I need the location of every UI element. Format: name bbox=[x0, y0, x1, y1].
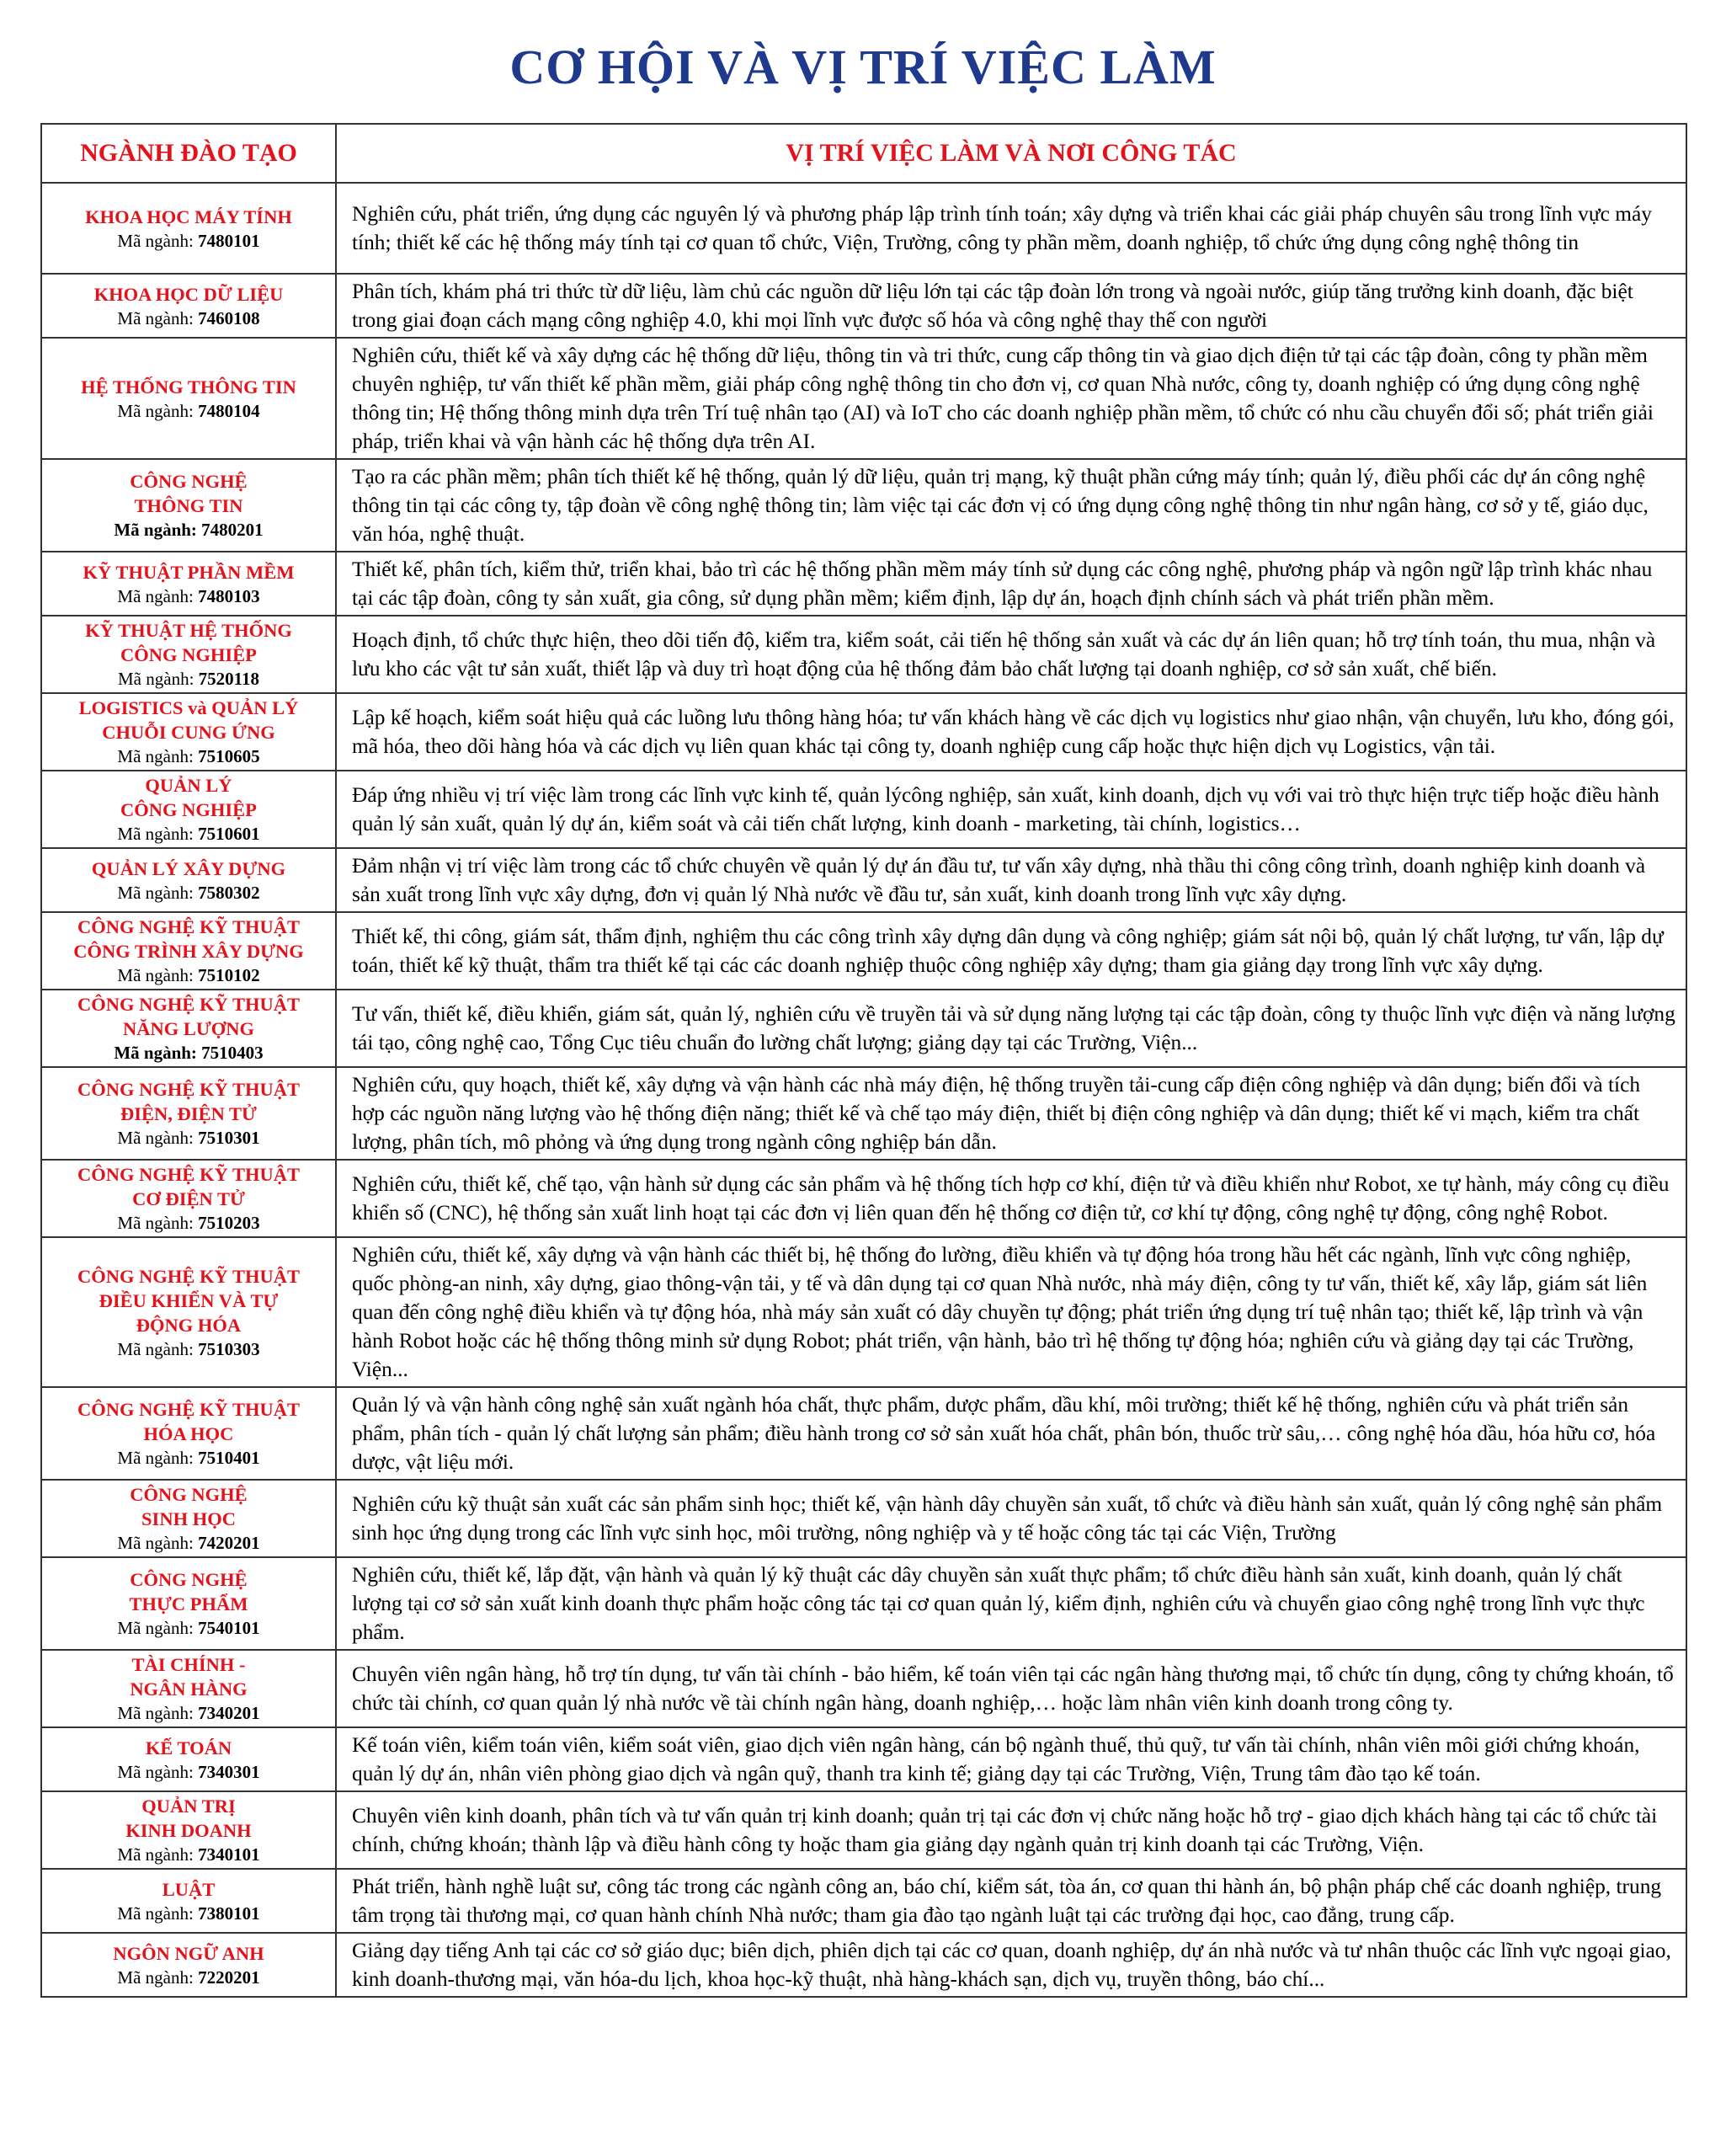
table-row bbox=[41, 616, 1686, 693]
major-cell bbox=[41, 1650, 336, 1727]
job-description: Nghiên cứu, thiết kế, lắp đặt, vận hành và quản lý kỹ thuật các dây chuyền sản xuất thực phẩm; tổ chức điều hành sản xuất, kinh doanh, quản lý chất lượng tại cơ sở sản xuất kinh doanh thực phẩm hoặc công tác tại cơ quan quản lý, kiểm định, nghiên cứu và chuyển giao công nghệ trong lĩnh vực thực phẩm. bbox=[336, 1557, 1686, 1650]
table-row bbox=[41, 274, 1686, 338]
major-code bbox=[47, 1701, 330, 1725]
major-code-label: Mã ngành: bbox=[117, 585, 199, 606]
major-name: KỸ THUẬT PHẦN MỀM bbox=[83, 561, 295, 583]
major-code bbox=[47, 1211, 330, 1235]
job-description: Nghiên cứu, thiết kế và xây dựng các hệ thống dữ liệu, thông tin và tri thức, cung cấp thông tin và giao dịch điện tử tại các tập đoàn, công ty phần mềm chuyên nghiệp, tư vấn thiết kế phần mềm, giải pháp công nghệ thông tin cho đơn vị, cơ quan Nhà nước, công ty, doanh nghiệp có ứng dụng công nghệ thông tin; Hệ thống thông minh dựa trên Trí tuệ nhân tạo (AI) và IoT cho các doanh nghiệp phần mềm, tổ chức có nhu cầu chuyển đổi số; phát triển giải pháp, triển khai và vận hành các hệ thống dựa trên AI. bbox=[336, 338, 1686, 459]
table-row bbox=[41, 990, 1686, 1067]
page-title: CƠ HỘI VÀ VỊ TRÍ VIỆC LÀM bbox=[509, 40, 1217, 94]
table-row bbox=[41, 459, 1686, 552]
major-name: CÔNG NGHỆ KỸ THUẬT ĐIỆN, ĐIỆN TỬ bbox=[77, 1079, 300, 1124]
major-cell bbox=[41, 771, 336, 848]
table-row bbox=[41, 183, 1686, 274]
major-code-number: 7340201 bbox=[198, 1703, 260, 1723]
major-code-number: 7460108 bbox=[198, 307, 260, 328]
major-cell bbox=[41, 1557, 336, 1650]
major-code-label: Mã ngành: bbox=[117, 1903, 199, 1924]
major-code-number: 7510203 bbox=[198, 1213, 260, 1233]
major-cell bbox=[41, 274, 336, 338]
major-code-label: Mã ngành: bbox=[117, 1844, 199, 1865]
table-row bbox=[41, 338, 1686, 459]
major-cell bbox=[41, 1160, 336, 1237]
major-cell bbox=[41, 1869, 336, 1933]
major-code-number: 7540101 bbox=[198, 1618, 260, 1638]
table-row bbox=[41, 693, 1686, 771]
major-code bbox=[47, 1902, 330, 1925]
major-name: CÔNG NGHỆ KỸ THUẬT NĂNG LƯỢNG bbox=[77, 994, 300, 1039]
major-code-number: 7480103 bbox=[198, 585, 260, 606]
major-name: CÔNG NGHỆ THỰC PHẨM bbox=[129, 1569, 248, 1614]
major-code bbox=[47, 1966, 330, 1989]
major-cell bbox=[41, 338, 336, 459]
major-code-label: Mã ngành: bbox=[117, 1448, 199, 1468]
job-description: Chuyên viên kinh doanh, phân tích và tư vấn quản trị kinh doanh; quản trị tại các đơn vị chức năng hoặc hỗ trợ - giao dịch khách hàng tại các tổ chức tài chính, chứng khoán; thành lập và điều hành công ty hoặc tham gia giảng dạy ngành quản trị kinh doanh tại các Trường, Viện. bbox=[336, 1791, 1686, 1869]
table-header-row bbox=[41, 124, 1686, 183]
major-name: LUẬT bbox=[162, 1878, 216, 1900]
table-row bbox=[41, 552, 1686, 616]
job-description: Nghiên cứu kỹ thuật sản xuất các sản phẩm sinh học; thiết kế, vận hành dây chuyền sản xuất, tổ chức và điều hành sản xuất, quản lý công nghệ sản phẩm sinh học ứng dụng trong các lĩnh vực sinh học, môi trường, nông nghiệp và y tế hoặc công tác tại các Viện, Trường bbox=[336, 1480, 1686, 1557]
major-cell bbox=[41, 552, 336, 616]
major-code-number: 7220201 bbox=[198, 1967, 260, 1988]
major-code-number: 7480201 bbox=[201, 520, 264, 540]
major-cell bbox=[41, 183, 336, 274]
major-name: CÔNG NGHỆ THÔNG TIN bbox=[130, 471, 248, 516]
job-description: Kế toán viên, kiểm toán viên, kiểm soát viên, giao dịch viên ngân hàng, cán bộ ngành thuế, thủ quỹ, tư vấn tài chính, nhân viên môi giới chứng khoán, quản lý dự án, nhân viên phòng giao dịch và ngân quỹ, thanh tra kinh tế; giảng dạy tại các Trường, Viện, Trung tâm đào tạo kế toán. bbox=[336, 1727, 1686, 1791]
table-row bbox=[41, 848, 1686, 912]
major-name: QUẢN TRỊ KINH DOANH bbox=[125, 1796, 252, 1841]
header-jobs: VỊ TRÍ VIỆC LÀM VÀ NƠI CÔNG TÁC bbox=[336, 124, 1686, 183]
major-code bbox=[47, 1531, 330, 1555]
major-code bbox=[47, 1616, 330, 1640]
major-code-label: Mã ngành: bbox=[118, 669, 199, 689]
major-code-number: 7480101 bbox=[198, 230, 260, 251]
major-name: CÔNG NGHỆ KỸ THUẬT CƠ ĐIỆN TỬ bbox=[77, 1164, 300, 1209]
major-code-label: Mã ngành: bbox=[117, 965, 199, 985]
job-description: Thiết kế, thi công, giám sát, thẩm định, nghiệm thu các công trình xây dựng dân dụng và công nghiệp; giám sát nội bộ, quản lý chất lượng, tư vấn, lập dự toán, thiết kế kỹ thuật, thẩm tra thiết kế tại các các doanh nghiệp thuộc công nghiệp xây dựng; tham gia giảng dạy trong lĩnh vực xây dựng. bbox=[336, 912, 1686, 990]
job-description: Quản lý và vận hành công nghệ sản xuất ngành hóa chất, thực phẩm, dược phẩm, dầu khí, môi trường; thiết kế hệ thống, nghiên cứu và phát triển sản phẩm, phân tích - quản lý chất lượng sản phẩm; điều hành trong cơ sở sản xuất hóa chất, phân bón, thuốc trừ sâu,… công nghệ hóa dầu, hóa hữu cơ, hóa dược, vật liệu mới. bbox=[336, 1387, 1686, 1480]
major-code-number: 7510102 bbox=[198, 965, 260, 985]
major-name: QUẢN LÝ CÔNG NGHIỆP bbox=[120, 775, 257, 820]
major-code-label: Mã ngành: bbox=[117, 882, 199, 903]
major-code bbox=[47, 667, 330, 691]
major-name: LOGISTICS và QUẢN LÝ CHUỖI CUNG ỨNG bbox=[78, 697, 299, 743]
major-code-label: Mã ngành: bbox=[117, 230, 199, 251]
major-code-label: Mã ngành: bbox=[117, 1128, 199, 1148]
major-code-label: Mã ngành: bbox=[114, 1043, 202, 1063]
major-name: HỆ THỐNG THÔNG TIN bbox=[81, 376, 296, 398]
table-row bbox=[41, 1387, 1686, 1480]
major-code-number: 7580302 bbox=[198, 882, 260, 903]
major-code bbox=[47, 1041, 330, 1065]
table-row bbox=[41, 1160, 1686, 1237]
job-description: Lập kế hoạch, kiểm soát hiệu quả các luồng lưu thông hàng hóa; tư vấn khách hàng về các dịch vụ logistics như giao nhận, vận chuyển, lưu kho, đóng gói, mã hóa, theo dõi hàng hóa và các dịch vụ liên quan khác tại công ty, doanh nghiệp cung cấp hoặc thực hiện dịch vụ Logistics, vận tải. bbox=[336, 693, 1686, 771]
major-code bbox=[47, 744, 330, 768]
job-description: Chuyên viên ngân hàng, hỗ trợ tín dụng, tư vấn tài chính - bảo hiểm, kế toán viên tại các ngân hàng thương mại, tổ chức tín dụng, công ty chứng khoán, tổ chức tài chính, cơ quan quản lý nhà nước về tài chính ngân hàng, doanh nghiệp,… hoặc làm nhân viên kinh doanh trong công ty. bbox=[336, 1650, 1686, 1727]
major-code-label: Mã ngành: bbox=[117, 400, 199, 421]
table-row bbox=[41, 771, 1686, 848]
major-code-label: Mã ngành: bbox=[117, 307, 199, 328]
major-code bbox=[47, 1126, 330, 1150]
major-name: TÀI CHÍNH - NGÂN HÀNG bbox=[130, 1654, 248, 1700]
major-name: KẾ TOÁN bbox=[145, 1737, 232, 1758]
table-row bbox=[41, 912, 1686, 990]
major-code-number: 7340101 bbox=[198, 1844, 260, 1865]
major-code bbox=[47, 307, 330, 330]
major-code-number: 7520118 bbox=[198, 669, 259, 689]
major-code bbox=[47, 822, 330, 846]
major-cell bbox=[41, 1727, 336, 1791]
major-cell bbox=[41, 1933, 336, 1997]
major-name: CÔNG NGHỆ KỸ THUẬT CÔNG TRÌNH XÂY DỰNG bbox=[73, 916, 304, 962]
major-name: CÔNG NGHỆ SINH HỌC bbox=[130, 1484, 248, 1529]
major-cell bbox=[41, 1480, 336, 1557]
major-code-number: 7510303 bbox=[198, 1338, 260, 1359]
major-code-label: Mã ngành: bbox=[117, 1703, 199, 1723]
major-cell bbox=[41, 459, 336, 552]
header-major: NGÀNH ĐÀO TẠO bbox=[41, 124, 336, 183]
major-code bbox=[47, 1446, 330, 1470]
major-code-number: 7340301 bbox=[198, 1761, 260, 1782]
major-code-number: 7380101 bbox=[198, 1903, 260, 1924]
job-description: Nghiên cứu, thiết kế, chế tạo, vận hành sử dụng các sản phẩm và hệ thống tích hợp cơ khí, điện tử và điều khiển như Robot, xe tự hành, máy công cụ điều khiển số (CNC), hệ thống sản xuất linh hoạt tại các đơn vị liên quan đến hệ thống cơ điện tử, cơ khí tự động, công nghệ tự động, công nghệ Robot. bbox=[336, 1160, 1686, 1237]
major-cell bbox=[41, 1067, 336, 1160]
major-cell bbox=[41, 1387, 336, 1480]
major-name: KHOA HỌC MÁY TÍNH bbox=[85, 205, 292, 227]
major-cell bbox=[41, 1237, 336, 1387]
major-code bbox=[47, 881, 330, 905]
major-code bbox=[47, 518, 330, 542]
table-row bbox=[41, 1869, 1686, 1933]
job-description: Hoạch định, tổ chức thực hiện, theo dõi tiến độ, kiểm tra, kiểm soát, cải tiến hệ thống sản xuất và các dự án liên quan; hỗ trợ tính toán, thu mua, nhận và lưu kho các vật tư sản xuất, thiết lập và duy trì hoạt động của hệ thống đảm bảo chất lượng tại doanh nghiệp, cơ sở sản xuất, chế biến. bbox=[336, 616, 1686, 693]
major-cell bbox=[41, 990, 336, 1067]
major-name: NGÔN NGỮ ANH bbox=[113, 1942, 264, 1964]
job-description: Tạo ra các phần mềm; phân tích thiết kế hệ thống, quản lý dữ liệu, quản trị mạng, kỹ thuật phần cứng máy tính; quản lý, điều phối các dự án công nghệ thông tin tại các công ty, tập đoàn về công nghệ thông tin; làm việc tại các đơn vị có ứng dụng công nghệ thông tin như ngân hàng, cơ sở y tế, giáo dục, văn hóa, nghệ thuật. bbox=[336, 459, 1686, 552]
major-code-number: 7510301 bbox=[198, 1128, 260, 1148]
major-cell bbox=[41, 1791, 336, 1869]
job-description: Nghiên cứu, thiết kế, xây dựng và vận hành các thiết bị, hệ thống đo lường, điều khiển và tự động hóa trong hầu hết các ngành, lĩnh vực công nghiệp, quốc phòng-an ninh, xây dựng, giao thông-vận tải, y tế và dân dụng tại cơ quan Nhà nước, nhà máy điện, công ty tư vấn, thiết kế, xây lắp, giám sát liên quan đến công nghệ điều khiển và tự động hóa, nhà máy sản xuất có dây chuyền tự động; phát triển ứng dụng trí tuệ nhân tạo; thiết kế, lập trình và vận hành Robot hoặc các hệ thống thông minh sử dụng Robot; phát triển, vận hành, bảo trì hệ thống tự động hóa; nghiên cứu và giảng dạy tại các Trường, Viện... bbox=[336, 1237, 1686, 1387]
major-code bbox=[47, 963, 330, 987]
job-description: Nghiên cứu, phát triển, ứng dụng các nguyên lý và phương pháp lập trình tính toán; xây dựng và triển khai các giải pháp chuyên sâu trong lĩnh vực máy tính; thiết kế các hệ thống máy tính tại cơ quan tổ chức, Viện, Trường, công ty phần mềm, doanh nghiệp, tổ chức ứng dụng công nghệ thông tin bbox=[336, 183, 1686, 274]
table-row bbox=[41, 1480, 1686, 1557]
table-row bbox=[41, 1650, 1686, 1727]
career-table bbox=[40, 123, 1687, 1998]
table-row bbox=[41, 1791, 1686, 1869]
major-code-label: Mã ngành: bbox=[117, 824, 199, 844]
major-code bbox=[47, 1337, 330, 1361]
major-name: QUẢN LÝ XÂY DỰNG bbox=[91, 857, 286, 879]
job-description: Phân tích, khám phá tri thức từ dữ liệu, làm chủ các nguồn dữ liệu lớn tại các tập đoàn lớn trong và ngoài nước, giúp tăng trưởng kinh doanh, đặc biệt trong giai đoạn cách mạng công nghiệp 4.0, khi mọi lĩnh vực được số hóa và công nghệ thay thế con người bbox=[336, 274, 1686, 338]
job-description: Đáp ứng nhiều vị trí việc làm trong các lĩnh vực kinh tế, quản lýcông nghiệp, sản xuất, kinh doanh, dịch vụ với vai trò thực hiện trực tiếp hoặc điều hành quản lý sản xuất, quản lý dự án, kiểm soát và cải tiến chất lượng, kinh doanh - marketing, tài chính, logistics… bbox=[336, 771, 1686, 848]
table-row bbox=[41, 1557, 1686, 1650]
job-description: Giảng dạy tiếng Anh tại các cơ sở giáo dục; biên dịch, phiên dịch tại các cơ quan, doanh nghiệp, dự án nhà nước và tư nhân thuộc các lĩnh vực ngoại giao, kinh doanh-thương mại, văn hóa-du lịch, khoa học-kỹ thuật, nhà hàng-khách sạn, dịch vụ, truyền thông, báo chí... bbox=[336, 1933, 1686, 1997]
major-code bbox=[47, 399, 330, 423]
major-code-label: Mã ngành: bbox=[117, 1761, 199, 1782]
major-code-label: Mã ngành: bbox=[117, 1967, 199, 1988]
major-code-label: Mã ngành: bbox=[117, 1213, 199, 1233]
major-code-number: 7510601 bbox=[198, 824, 260, 844]
major-code-label: Mã ngành: bbox=[117, 746, 199, 766]
job-description: Nghiên cứu, quy hoạch, thiết kế, xây dựng và vận hành các nhà máy điện, hệ thống truyền tải-cung cấp điện công nghiệp và dân dụng; biến đổi và tích hợp các nguồn năng lượng vào hệ thống điện năng; thiết kế và chế tạo máy điện, thiết bị điện công nghiệp và dân dụng; thiết kế vi mạch, kiểm tra chất lượng, phân tích, mô phỏng và ứng dụng trong ngành công nghiệp bán dẫn. bbox=[336, 1067, 1686, 1160]
major-code-number: 7480104 bbox=[198, 400, 260, 421]
major-code bbox=[47, 229, 330, 253]
major-name: KỸ THUẬT HỆ THỐNG CÔNG NGHIỆP bbox=[85, 620, 292, 665]
major-code-number: 7510401 bbox=[198, 1448, 260, 1468]
major-code-number: 7420201 bbox=[198, 1533, 260, 1553]
table-row bbox=[41, 1933, 1686, 1997]
major-code-label: Mã ngành: bbox=[117, 1533, 199, 1553]
major-name: CÔNG NGHỆ KỸ THUẬT HÓA HỌC bbox=[77, 1399, 300, 1444]
major-code-number: 7510605 bbox=[198, 746, 260, 766]
job-description: Phát triển, hành nghề luật sư, công tác trong các ngành công an, báo chí, kiểm sát, tòa án, cơ quan thi hành án, bộ phận pháp chế các doanh nghiệp, trung tâm trọng tài thương mại, cơ quan hành chính Nhà nước; tham gia đào tạo ngành luật tại các trường đại học, cao đẳng, trung cấp. bbox=[336, 1869, 1686, 1933]
table-row bbox=[41, 1237, 1686, 1387]
major-name: CÔNG NGHỆ KỸ THUẬT ĐIỀU KHIỂN VÀ TỰ ĐỘNG HÓA bbox=[77, 1265, 300, 1336]
major-code bbox=[47, 584, 330, 608]
major-cell bbox=[41, 616, 336, 693]
major-code-label: Mã ngành: bbox=[114, 520, 202, 540]
job-description: Thiết kế, phân tích, kiểm thử, triển khai, bảo trì các hệ thống phần mềm máy tính sử dụng các công nghệ, phương pháp và ngôn ngữ lập trình khác nhau tại các tập đoàn, công ty sản xuất, gia công, sử dụng phần mềm; kiểm định, lập dự án, hoạch định chính sách và phát triển phần mềm. bbox=[336, 552, 1686, 616]
major-code bbox=[47, 1843, 330, 1866]
major-code-number: 7510403 bbox=[201, 1043, 264, 1063]
job-description: Tư vấn, thiết kế, điều khiển, giám sát, quản lý, nghiên cứu về truyền tải và sử dụng năng lượng tại các tập đoàn, công ty thuộc lĩnh vực điện và năng lượng tái tạo, công nghệ cao, Tổng Cục tiêu chuẩn đo lường chất lượng; giảng dạy tại các Trường, Viện... bbox=[336, 990, 1686, 1067]
table-row bbox=[41, 1067, 1686, 1160]
major-code-label: Mã ngành: bbox=[117, 1338, 199, 1359]
major-code-label: Mã ngành: bbox=[117, 1618, 199, 1638]
major-cell bbox=[41, 912, 336, 990]
major-cell bbox=[41, 693, 336, 771]
major-cell bbox=[41, 848, 336, 912]
table-row bbox=[41, 1727, 1686, 1791]
job-description: Đảm nhận vị trí việc làm trong các tổ chức chuyên về quản lý dự án đầu tư, tư vấn xây dựng, nhà thầu thi công công trình, doanh nghiệp kinh doanh và sản xuất trong lĩnh vực xây dựng, đơn vị quản lý Nhà nước về đầu tư, sản xuất, kinh doanh trong lĩnh vực xây dựng. bbox=[336, 848, 1686, 912]
table-body bbox=[41, 183, 1686, 1997]
major-code bbox=[47, 1760, 330, 1784]
major-name: KHOA HỌC DỮ LIỆU bbox=[93, 283, 284, 305]
